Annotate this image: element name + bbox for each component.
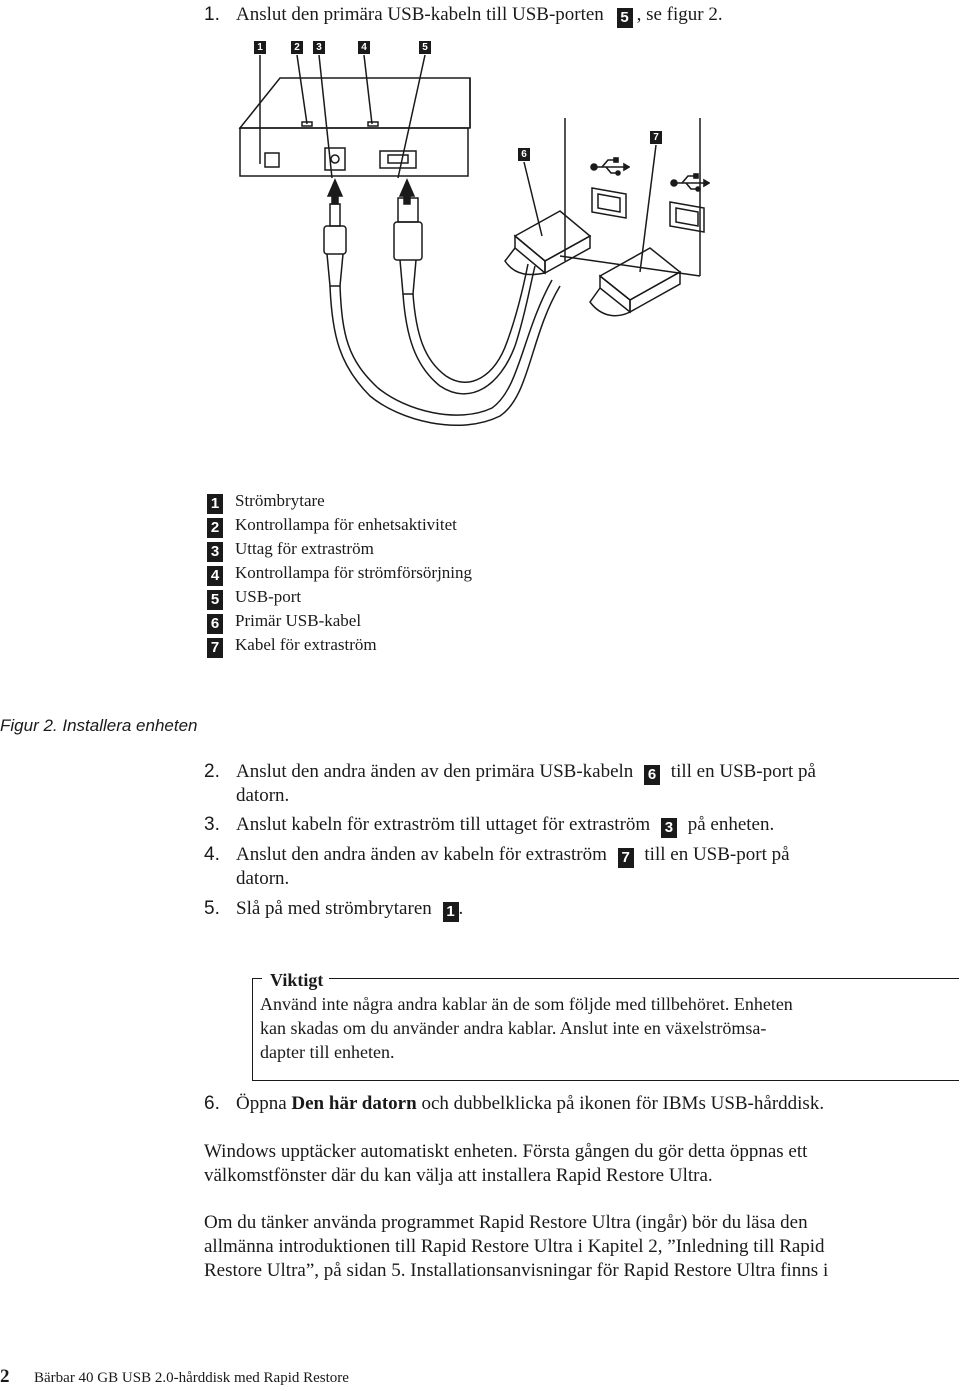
step-2-after: till en USB-port på — [670, 761, 816, 782]
legend-item — [207, 562, 472, 586]
paragraph-line: Restore Ultra”, på sidan 5. Installationsanvisningar för Rapid Restore Ultra finns i — [204, 1260, 829, 1281]
step-4-text — [236, 843, 790, 868]
step-4-line2: datorn. — [236, 868, 290, 889]
step-1-text-before: Anslut den primära USB-kabeln till USB-porten — [236, 4, 604, 25]
important-note-title: Viktigt — [262, 969, 329, 991]
legend-badge: 6 — [207, 614, 223, 634]
step-1-number: 1. — [204, 4, 220, 25]
callout-badge: 3 — [661, 818, 677, 838]
step-5-before: Slå på med strömbrytaren — [236, 898, 432, 919]
figure-callout-3: 3 — [313, 41, 325, 54]
step-6-before: Öppna — [236, 1093, 287, 1114]
callout-badge: 7 — [618, 848, 634, 868]
step-5-number: 5. — [204, 898, 220, 919]
legend-label: Primär USB-kabel — [235, 611, 362, 630]
step-2-before: Anslut den andra änden av den primära USB-kabeln — [236, 761, 634, 782]
step-2-text — [236, 760, 816, 785]
paragraph-line: välkomstfönster där du kan välja att installera Rapid Restore Ultra. — [204, 1165, 713, 1186]
step-3-after: på enheten. — [687, 814, 775, 835]
step-2-line2: datorn. — [236, 785, 290, 806]
figure-callout-6: 6 — [518, 148, 530, 161]
step-3-before: Anslut kabeln för extraström till uttaget för extraström — [236, 814, 651, 835]
figure-callout-4: 4 — [358, 41, 370, 54]
step-5-after: . — [458, 898, 464, 919]
page-number: 2 — [0, 1366, 10, 1387]
legend-label: Kabel för extraström — [235, 635, 377, 654]
footer-title: Bärbar 40 GB USB 2.0-hårddisk med Rapid Restore — [34, 1370, 349, 1386]
step-6-text — [236, 1092, 824, 1116]
legend-item — [207, 538, 374, 562]
step-4-after: till en USB-port på — [644, 844, 790, 865]
legend-item — [207, 586, 301, 610]
legend-item — [207, 514, 457, 538]
figure-callout-2: 2 — [291, 41, 303, 54]
figure-callout-1: 1 — [254, 41, 266, 54]
drive-and-cables-drawing — [230, 36, 730, 486]
figure-caption: Figur 2. Installera enheten — [0, 716, 198, 735]
step-6-after: och dubbelklicka på ikonen för IBMs USB-hårddisk. — [421, 1093, 825, 1114]
important-note-line: kan skadas om du använder andra kablar. Anslut inte en växelströmsa- — [260, 1018, 767, 1038]
legend-label: USB-port — [235, 587, 302, 606]
legend-badge: 2 — [207, 518, 223, 538]
step-6-number: 6. — [204, 1093, 220, 1114]
paragraph-line: Om du tänker använda programmet Rapid Restore Ultra (ingår) bör du läsa den — [204, 1212, 808, 1233]
usb-symbol-icon — [670, 172, 710, 194]
figure-illustration — [230, 36, 730, 486]
usb-symbol-icon — [590, 156, 630, 178]
legend-label: Uttag för extraström — [235, 539, 374, 558]
step-4-before: Anslut den andra änden av kabeln för extraström — [236, 844, 607, 865]
callout-badge: 5 — [617, 8, 633, 28]
legend-badge: 1 — [207, 494, 223, 514]
step-1-text-after: , se figur 2. — [636, 4, 723, 25]
step-1-text — [236, 3, 723, 28]
legend-item — [207, 610, 361, 634]
figure-callout-7: 7 — [650, 131, 662, 144]
step-4-number: 4. — [204, 844, 220, 865]
legend-badge: 5 — [207, 590, 223, 610]
legend-label: Kontrollampa för strömförsörjning — [235, 563, 473, 582]
important-note-line: dapter till enheten. — [260, 1042, 395, 1062]
paragraph-line: allmänna introduktionen till Rapid Restore Ultra i Kapitel 2, ”Inledning till Rapid — [204, 1236, 825, 1257]
legend-item — [207, 634, 377, 658]
legend-label: Kontrollampa för enhetsaktivitet — [235, 515, 457, 534]
step-3-number: 3. — [204, 814, 220, 835]
figure-callout-5: 5 — [419, 41, 431, 54]
callout-badge: 1 — [443, 902, 459, 922]
legend-label: Strömbrytare — [235, 491, 325, 510]
legend-badge: 7 — [207, 638, 223, 658]
callout-badge: 6 — [644, 765, 660, 785]
important-note-line: Använd inte några andra kablar än de som följde med tillbehöret. Enheten — [260, 994, 793, 1014]
legend-badge: 4 — [207, 566, 223, 586]
step-2-number: 2. — [204, 761, 220, 782]
paragraph-line: Windows upptäcker automatiskt enheten. Första gången du gör detta öppnas ett — [204, 1141, 808, 1162]
step-5-text — [236, 897, 463, 922]
legend-item — [207, 490, 325, 514]
legend-badge: 3 — [207, 542, 223, 562]
step-3-text — [236, 813, 774, 838]
step-6-bold: Den här datorn — [291, 1093, 417, 1114]
